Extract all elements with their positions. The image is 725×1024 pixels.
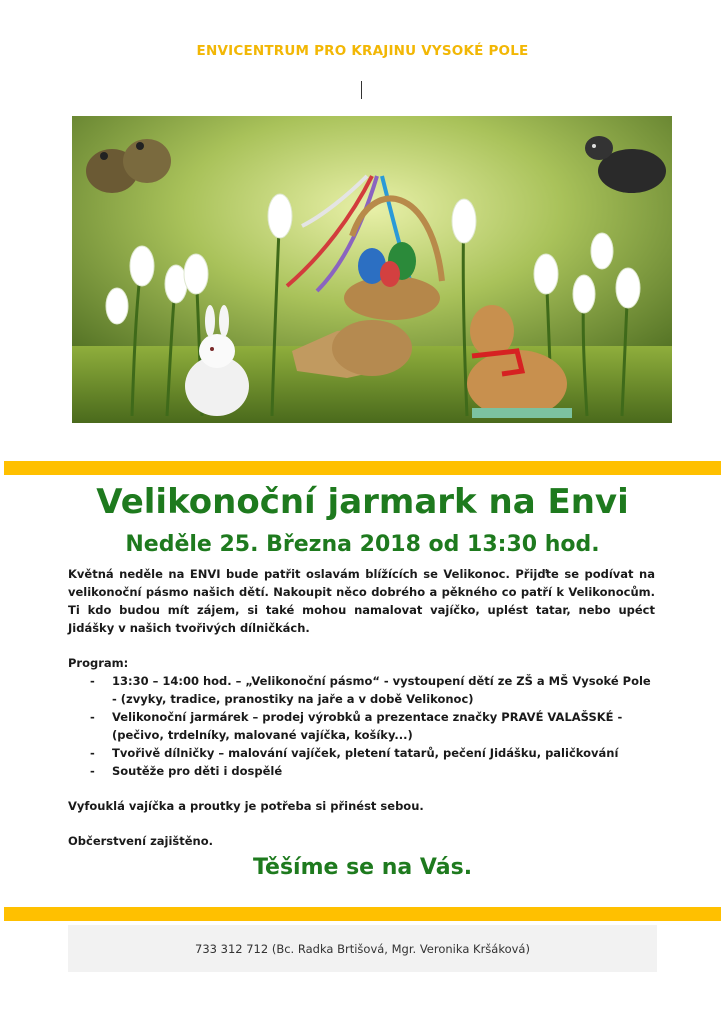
event-intro: Květná neděle na ENVI bude patřit oslavám blížících se Velikonoc. Přijďte se podívat na velikonoční pásmo našich dětí. Nakoupit něco dobrého a pěkného co patří k Velikonocům. Ti kdo budou mít zájem, si také mohou namalovat vajíčko, uplést tatar, nebo upéct Jidášky v našich tvořivých dílničkách. [68, 567, 655, 635]
program-list [68, 672, 655, 780]
program-item: - Soutěže pro děti i dospělé [68, 762, 655, 780]
text-cursor [361, 81, 362, 99]
program-item: - Velikonoční jarmárek – prodej výrobků a prezentace značky PRAVÉ VALAŠSKÉ - (pečivo, trdelníky, malované vajíčka, košíky...) [68, 708, 655, 744]
top-divider-band [4, 461, 721, 475]
closing-greeting: Těšíme se na Vás. [252, 855, 473, 880]
eggs-note: Vyfouklá vajíčka a proutky je potřeba si přinést sebou. [68, 799, 424, 813]
footer-contact-box [68, 925, 657, 972]
program-label: Program: [68, 656, 129, 670]
refreshments-note: Občerstvení zajištěno. [68, 834, 214, 848]
event-title: Velikonoční jarmark na Envi [96, 482, 629, 522]
contact-info: 733 312 712 (Bc. Radka Brtišová, Mgr. Veronika Kršáková) [195, 941, 530, 956]
program-item: - Tvořivě dílničky – malování vajíček, pletení tatarů, pečení Jidášku, paličkování [68, 744, 655, 762]
easter-scene-image [72, 116, 672, 423]
program-item: - 13:30 – 14:00 hod. – „Velikonoční pásmo“ - vystoupení dětí ze ZŠ a MŠ Vysoké Pole - (zvyky, tradice, pranostiky na jaře a v době Velikonoc) [68, 672, 655, 708]
event-date-time: Neděle 25. Března 2018 od 13:30 hod. [125, 532, 600, 557]
bottom-divider-band [4, 907, 721, 921]
organization-header: ENVICENTRUM PRO KRAJINU VYSOKÉ POLE [196, 43, 529, 59]
